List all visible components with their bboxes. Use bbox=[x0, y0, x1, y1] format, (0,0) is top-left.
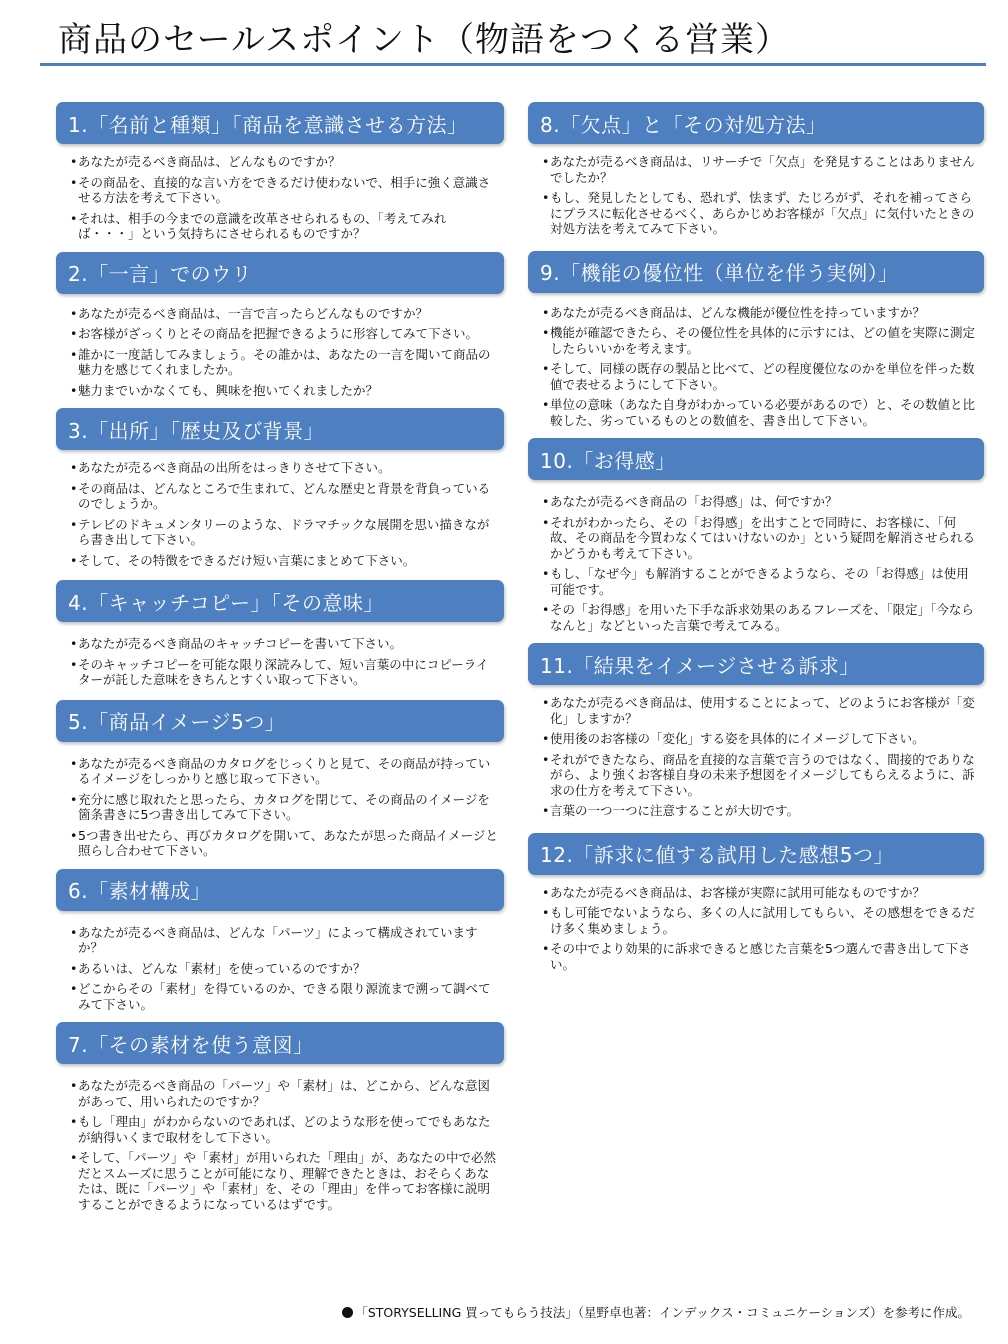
section-1-header: 1.「名前と種類」「商品を意識させる方法」 bbox=[56, 102, 504, 144]
section-5 bbox=[56, 700, 504, 859]
section-10 bbox=[528, 438, 984, 633]
list-item: • どこからその「素材」を得ているのか、できる限り源流まで溯って調べてみて下さい。 bbox=[70, 981, 500, 1012]
section-3-header: 3.「出所」「歴史及び背景」 bbox=[56, 408, 504, 450]
section-8-list bbox=[528, 144, 984, 237]
section-3 bbox=[56, 408, 504, 568]
list-item: • あなたが売るべき商品の「パーツ」や「素材」は、どこから、どんな意図があって、用いられたのですか？ bbox=[70, 1078, 500, 1109]
list-item: • お客様がざっくりとその商品を把握できるように形容してみて下さい。 bbox=[70, 326, 500, 342]
section-5-header: 5.「商品イメージ5つ」 bbox=[56, 700, 504, 742]
section-2-header: 2.「一言」でのウリ bbox=[56, 252, 504, 294]
list-item: • 誰かに一度話してみましょう。その誰かは、あなたの一言を聞いて商品の魅力を感じてくれましたか。 bbox=[70, 347, 500, 378]
list-item: • それは、相手の今までの意識を改革させられるもの、「考えてみれば・・・」という気持ちにさせられるものですか？ bbox=[70, 211, 500, 242]
right-column bbox=[528, 102, 984, 977]
section-8 bbox=[528, 102, 984, 237]
list-item: • 充分に感じ取れたと思ったら、カタログを閉じて、その商品のイメージを箇条書きに5つ書き出してみて下さい。 bbox=[70, 792, 500, 823]
section-7-list bbox=[56, 1064, 504, 1212]
section-8-header: 8.「欠点」と「その対処方法」 bbox=[528, 102, 984, 144]
list-item: • あなたが売るべき商品は、どんな機能が優位性を持っていますか？ bbox=[542, 305, 980, 321]
footer-note bbox=[342, 1303, 970, 1321]
section-6 bbox=[56, 869, 504, 1013]
section-6-list bbox=[56, 911, 504, 1013]
section-11 bbox=[528, 643, 984, 819]
list-item: • そのキャッチコピーを可能な限り深読みして、短い言葉の中にコピーライターが託した意味をきちんとすくい取って下さい。 bbox=[70, 657, 500, 688]
section-7-header: 7.「その素材を使う意図」 bbox=[56, 1022, 504, 1064]
list-item: • あなたが売るべき商品のカタログをじっくりと見て、その商品が持っているイメージをしっかりと感じ取って下さい。 bbox=[70, 756, 500, 787]
list-item: • 5つ書き出せたら、再びカタログを開いて、あなたが思った商品イメージと照らし合わせて下さい。 bbox=[70, 828, 500, 859]
list-item: • その商品は、どんなところで生まれて、どんな歴史と背景を背負っているのでしょうか。 bbox=[70, 481, 500, 512]
list-item: • そして、その特徴をできるだけ短い言葉にまとめて下さい。 bbox=[70, 553, 500, 569]
list-item: • もし「理由」がわからないのであれば、どのような形を使ってでもあなたが納得いくまで取材をして下さい。 bbox=[70, 1114, 500, 1145]
section-12 bbox=[528, 833, 984, 973]
list-item: • テレビのドキュメンタリーのような、ドラマチックな展開を思い描きながら書き出して下さい。 bbox=[70, 517, 500, 548]
section-2-list bbox=[56, 294, 504, 399]
list-item: • もし、発見したとしても、恐れず、怯まず、たじろがず、それを補ってさらにプラスに転化させるべく、あらかじめお客様が「欠点」に気付いたときの対処方法を考えてみて下さい。 bbox=[542, 190, 980, 237]
list-item: • もし可能でないようなら、多くの人に試用してもらい、その感想をできるだけ多く集めましょう。 bbox=[542, 905, 980, 936]
section-11-header: 11.「結果をイメージさせる訴求」 bbox=[528, 643, 984, 685]
list-item: • もし、「なぜ今」も解消することができるようなら、その「お得感」は使用可能です。 bbox=[542, 566, 980, 597]
section-2 bbox=[56, 252, 504, 399]
section-12-header: 12.「訴求に値する試用した感想5つ」 bbox=[528, 833, 984, 875]
list-item: • あなたが売るべき商品は、どんな「パーツ」によって構成されていますか？ bbox=[70, 925, 500, 956]
section-9-list bbox=[528, 293, 984, 429]
list-item: • あなたが売るべき商品のキャッチコピーを書いて下さい。 bbox=[70, 636, 500, 652]
section-4-header: 4.「キャッチコピー」「その意味」 bbox=[56, 580, 504, 622]
page-title: 商品のセールスポイント（物語をつくる営業） bbox=[58, 20, 790, 60]
list-item: • それがわかったら、その「お得感」を出すことで同時に、お客様に、「何故、その商品を今買わなくてはいけないのか」という疑問を解消させられるかどうかも考えて下さい。 bbox=[542, 515, 980, 562]
list-item: • その「お得感」を用いた下手な訴求効果のあるフレーズを、「限定」「今ならなんと」などといった言葉で考えてみる。 bbox=[542, 602, 980, 633]
list-item: • 機能が確認できたら、その優位性を具体的に示すには、どの値を実際に測定したらいいかを考えます。 bbox=[542, 325, 980, 356]
list-item: • あなたが売るべき商品は、お客様が実際に試用可能なものですか？ bbox=[542, 885, 980, 901]
list-item: • それができたなら、商品を直接的な言葉で言うのではなく、間接的でありながら、より強くお客様自身の未来予想図をイメージしてもらえるように、訴求の仕方を考えて下さい。 bbox=[542, 752, 980, 799]
section-6-header: 6.「素材構成」 bbox=[56, 869, 504, 911]
list-item: • あなたが売るべき商品は、使用することによって、どのようにお客様が「変化」しますか？ bbox=[542, 695, 980, 726]
list-item: • あるいは、どんな「素材」を使っているのですか？ bbox=[70, 961, 500, 977]
section-11-list bbox=[528, 685, 984, 819]
section-1 bbox=[56, 102, 504, 242]
section-9-header: 9.「機能の優位性（単位を伴う実例）」 bbox=[528, 251, 984, 293]
list-item: • 言葉の一つ一つに注意することが大切です。 bbox=[542, 803, 980, 819]
section-4 bbox=[56, 580, 504, 688]
section-7 bbox=[56, 1022, 504, 1212]
section-1-list bbox=[56, 144, 504, 242]
title-underline bbox=[40, 63, 986, 66]
section-5-list bbox=[56, 742, 504, 859]
footer-text: 「STORYSELLING 買ってもらう技法」（星野卓也著：インデックス・コミュニケーションズ）を参考に作成。 bbox=[355, 1305, 970, 1320]
section-12-list bbox=[528, 875, 984, 973]
left-column bbox=[56, 102, 504, 1217]
section-4-list bbox=[56, 622, 504, 688]
list-item: • あなたが売るべき商品の「お得感」は、何ですか？ bbox=[542, 494, 980, 510]
list-item: • あなたが売るべき商品の出所をはっきりさせて下さい。 bbox=[70, 460, 500, 476]
section-9 bbox=[528, 251, 984, 429]
bullet-dot-icon bbox=[342, 1307, 353, 1318]
list-item: • そして、「パーツ」や「素材」が用いられた「理由」が、あなたの中で必然だとスムーズに思うことが可能になり、理解できたときは、おそらくあなたは、既に「パーツ」や「素材」を、その「理由」を伴ってお客様に説明することができるようになっているはずです。 bbox=[70, 1150, 500, 1212]
list-item: • その中でより効果的に訴求できると感じた言葉を5つ選んで書き出して下さい。 bbox=[542, 941, 980, 972]
list-item: • 魅力までいかなくても、興味を抱いてくれましたか？ bbox=[70, 383, 500, 399]
list-item: • その商品を、直接的な言い方をできるだけ使わないで、相手に強く意識させる方法を考えて下さい。 bbox=[70, 175, 500, 206]
section-10-list bbox=[528, 480, 984, 633]
list-item: • そして、同様の既存の製品と比べて、どの程度優位なのかを単位を伴った数値で表せるようにして下さい。 bbox=[542, 361, 980, 392]
section-3-list bbox=[56, 450, 504, 568]
list-item: • あなたが売るべき商品は、どんなものですか？ bbox=[70, 154, 500, 170]
list-item: • あなたが売るべき商品は、一言で言ったらどんなものですか？ bbox=[70, 306, 500, 322]
list-item: • 使用後のお客様の「変化」する姿を具体的にイメージして下さい。 bbox=[542, 731, 980, 747]
list-item: • あなたが売るべき商品は、リサーチで「欠点」を発見することはありませんでしたか？ bbox=[542, 154, 980, 185]
section-10-header: 10.「お得感」 bbox=[528, 438, 984, 480]
list-item: • 単位の意味（あなた自身がわかっている必要があるので）と、その数値と比較した、劣っているものとの数値を、書き出して下さい。 bbox=[542, 397, 980, 428]
